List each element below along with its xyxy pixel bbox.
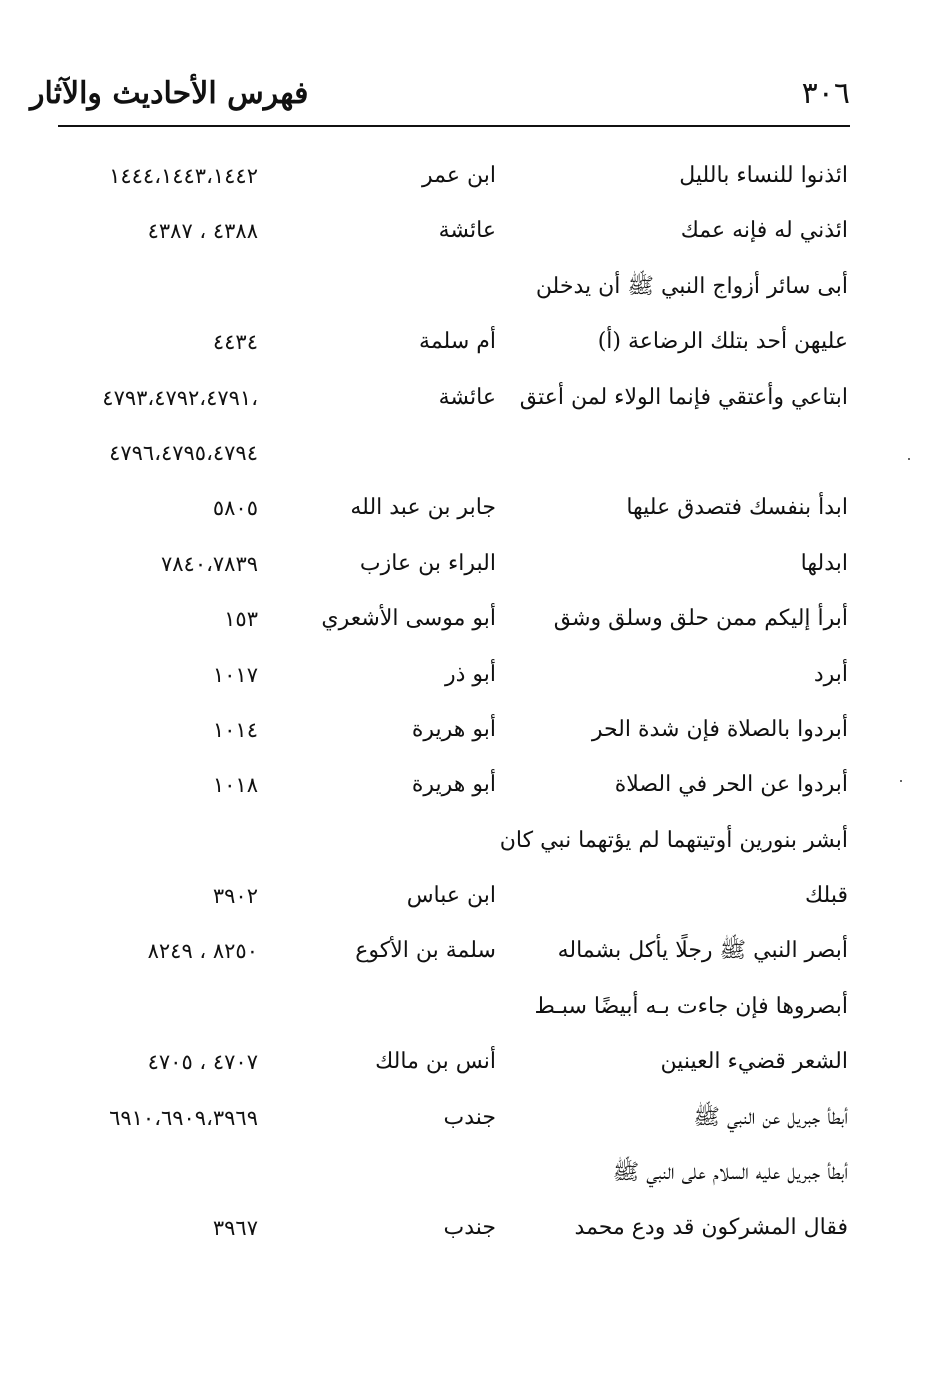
list-item — [0, 1092, 932, 1147]
list-item — [0, 372, 932, 427]
list-item — [0, 593, 932, 648]
reference-numbers: ١٠١٨ — [212, 773, 258, 798]
hadith-text: أبشر بنورين أوتيتهما لم يؤتهما نبي كان — [499, 827, 848, 853]
reference-numbers: ١٤٤٤،١٤٤٣،١٤٤٢ — [109, 164, 258, 188]
list-item — [0, 261, 932, 316]
narrator: البراء بن عازب — [359, 550, 496, 576]
narrator: سلمة بن الأكوع — [355, 938, 496, 964]
reference-numbers: ٤٣٨٨ ، ٤٣٨٧ — [147, 219, 258, 244]
reference-numbers: ٣٩٠٢ — [212, 884, 258, 909]
page-title: فهرس الأحاديث والآثار — [30, 76, 309, 111]
reference-numbers: ٤٧٠٧ ، ٤٧٠٥ — [147, 1050, 258, 1075]
narrator: عائشة — [438, 218, 496, 244]
list-item — [0, 150, 932, 205]
reference-numbers: ،٤٧٩٣،٤٧٩٢،٤٧٩١ — [102, 385, 258, 410]
hadith-text: أبصر النبي ﷺ رجلًا يأكل بشماله — [557, 938, 848, 964]
scan-speck — [900, 780, 902, 782]
list-item — [0, 205, 932, 260]
narrator: أبو هريرة — [411, 772, 496, 798]
narrator: أنس بن مالك — [375, 1049, 496, 1075]
list-item — [0, 704, 932, 759]
hadith-text: أبى سائر أزواج النبي ﷺ أن يدخلن — [535, 273, 848, 299]
narrator: أبو ذر — [444, 661, 496, 687]
narrator: أبو هريرة — [411, 716, 496, 742]
list-item — [0, 1202, 932, 1257]
hadith-text: أبطأ جبريل عليه السلام على النبي ﷺ — [612, 1160, 848, 1186]
reference-numbers: ١٠١٧ — [212, 662, 258, 687]
reference-numbers: ١٠١٤ — [212, 717, 258, 742]
hadith-text: أبردوا بالصلاة فإن شدة الحر — [591, 716, 848, 742]
list-item — [0, 482, 932, 537]
narrator: عائشة — [438, 384, 496, 410]
narrator: جابر بن عبد الله — [350, 495, 496, 521]
list-item — [0, 759, 932, 814]
narrator: جندب — [443, 1215, 496, 1241]
hadith-text: ابدلها — [800, 550, 848, 576]
list-item — [0, 870, 932, 925]
hadith-text: قبلك — [805, 883, 848, 909]
hadith-text: ائذنوا للنساء بالليل — [679, 163, 848, 188]
list-item — [0, 981, 932, 1036]
narrator: أبو موسى الأشعري — [321, 606, 496, 632]
list-item — [0, 1036, 932, 1091]
hadith-text: الشعر قضيء العينين — [660, 1049, 848, 1075]
hadith-text: أبصروها فإن جاءت بـه أبيضًا سبـط — [534, 993, 848, 1019]
hadith-text: ائذني له فإنه عمك — [680, 218, 848, 244]
scan-speck — [908, 458, 910, 460]
page-number: ٣٠٦ — [801, 76, 850, 111]
reference-numbers: ٤٤٣٤ — [212, 330, 258, 355]
reference-numbers: ١٥٣ — [224, 607, 258, 632]
hadith-text: أبرد — [813, 661, 848, 687]
list-item — [0, 815, 932, 870]
hadith-text: ابتاعي وأعتقي فإنما الولاء لمن أعتق — [519, 384, 848, 410]
hadith-text: عليهن أحد بتلك الرضاعة (أ) — [597, 329, 848, 355]
reference-numbers: ٨٢٥٠ ، ٨٢٤٩ — [147, 939, 258, 964]
reference-numbers: ٣٩٦٧ — [212, 1216, 258, 1241]
list-item — [0, 649, 932, 704]
narrator: أم سلمة — [419, 329, 496, 355]
hadith-text: أبطأ جبريل عن النبي ﷺ — [693, 1104, 848, 1130]
list-item — [0, 538, 932, 593]
list-item — [0, 1147, 932, 1202]
hadith-text: فقال المشركون قد ودع محمد — [574, 1215, 848, 1241]
list-item — [0, 427, 932, 482]
narrator: ابن عباس — [406, 883, 496, 909]
hadith-text: ابدأ بنفسك فتصدق عليها — [626, 495, 848, 521]
hadith-text: أبرأ إليكم ممن حلق وسلق وشق — [553, 606, 848, 632]
reference-numbers: ٧٨٤٠،٧٨٣٩ — [160, 551, 258, 576]
reference-numbers: ٦٩١٠،٦٩٠٩،٣٩٦٩ — [109, 1105, 258, 1130]
header-rule — [58, 125, 850, 127]
index-list — [0, 150, 932, 1258]
reference-numbers: ٥٨٠٥ — [212, 496, 258, 521]
list-item — [0, 316, 932, 371]
hadith-text: أبردوا عن الحر في الصلاة — [614, 772, 848, 798]
reference-numbers: ٤٧٩٦،٤٧٩٥،٤٧٩٤ — [109, 440, 258, 465]
list-item — [0, 925, 932, 980]
narrator: ابن عمر — [422, 163, 496, 188]
narrator: جندب — [443, 1104, 496, 1130]
